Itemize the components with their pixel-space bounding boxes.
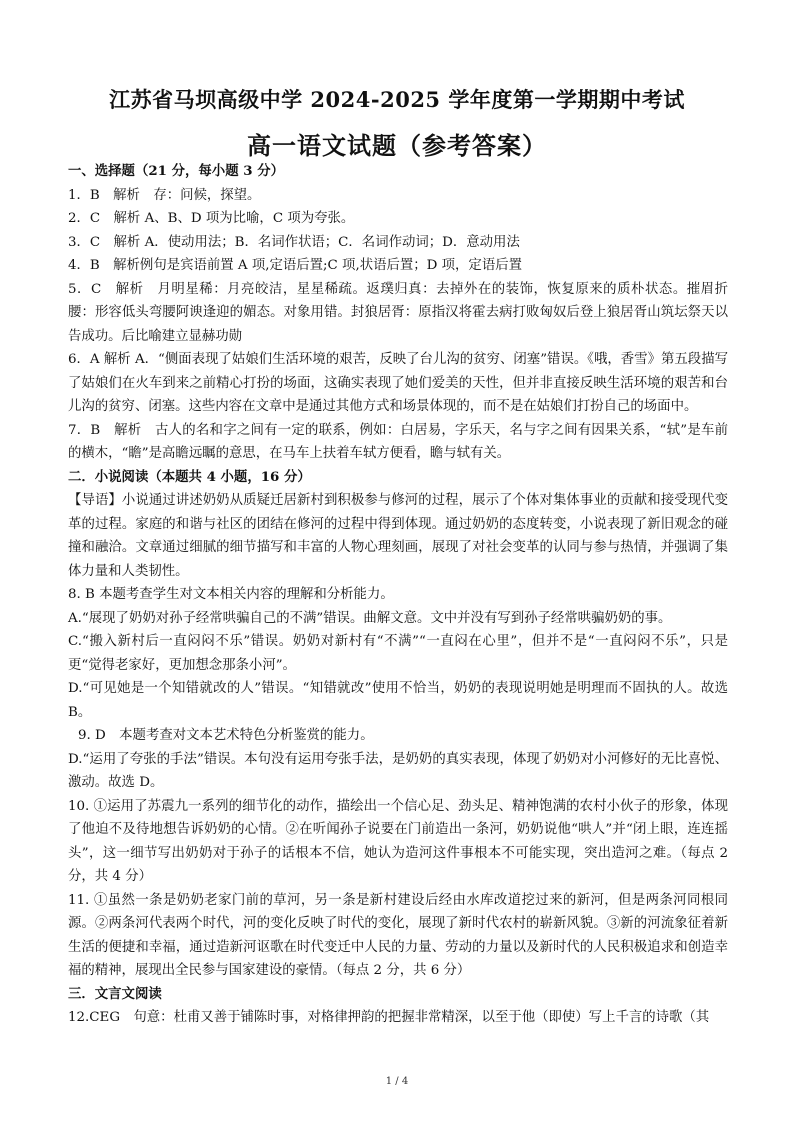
section-heading-classical: 三．文言文阅读: [68, 985, 162, 1002]
answer-q6: 6．A 解析 A．“侧面表现了姑娘们生活环境的艰苦，反映了台儿沟的贫穷、闭塞”错误。《哦，香雪》第五段描写了姑娘们在火车到来之前精心打扮的场面，这确实表现了她们爱美的天性，但并非直接反映生活环境的艰苦和台儿沟的贫穷、闭塞。这些内容在文章中是通过其他方式和场景体现的，而不是在姑娘们打扮自己的场面中。: [68, 352, 728, 414]
document-body: [68, 160, 728, 1030]
answer-q5: 5．C 解析 月明星稀：月亮皎洁，星星稀疏。返璞归真：去掉外在的装饰，恢复原来的质朴状态。摧眉折腰：形容低头弯腰阿谀逢迎的媚态。对象用错。封狼居胥：原指汉将霍去病打败匈奴后登上狼居胥山筑坛祭天以告成功。后比喻建立显赫功勋: [68, 281, 728, 344]
section-heading-novel: 二．小说阅读（本题共 4 小题，16 分）: [68, 468, 311, 485]
answer-q9: 9. D 本题考查对文本艺术特色分析鉴赏的能力。: [78, 728, 374, 743]
exam-title: 江苏省马坝高级中学 2024-2025 学年度第一学期期中考试: [109, 87, 685, 112]
answer-q2: 2．C 解析 A、B、D 项为比喻，C 项为夸张。: [68, 211, 355, 226]
novel-intro: 【导语】小说通过讲述奶奶从质疑迁居新村到积极参与修河的过程，展示了个体对集体事业的贡献和接受现代变革的过程。家庭的和谐与社区的团结在修河的过程中得到体现。通过奶奶的态度转变，小说表现了新旧观念的碰撞和融洽。文章通过细腻的细节描写和丰富的人物心理刻画，展现了对社会变革的认同与参与热情，并强调了集体力量和人类韧性。: [68, 493, 728, 579]
page-number: 1 / 4: [385, 1076, 409, 1087]
answer-q10: 10. ①运用了苏震九一系列的细节化的动作，描绘出一个信心足、劲头足、精神饱满的农村小伙子的形象，体现了他迫不及待地想告诉奶奶的心情。②在听闻孙子说要在门前造出一条河，奶奶说他“哄人”并“闭上眼，连连摇头”，这一细节写出奶奶对于孙子的话根本不信，她认为造河这件事根本不可能实现，突出造河之难。（每点 2 分，共 4 分）: [68, 798, 728, 884]
answer-q8-option-c: C.“搬入新村后一直闷闷不乐”错误。奶奶对新村有“不满”“一直闷在心里”，但并不是“一直闷闷不乐”，只是更“觉得老家好，更加想念那条小河”。: [68, 634, 728, 673]
answer-q9-option-d: D.“运用了夸张的手法”错误。本句没有运用夸张手法，是奶奶的真实表现，体现了奶奶对小河修好的无比喜悦、激动。故选 D。: [68, 751, 728, 790]
answer-q12: 12.CEG 句意：杜甫又善于铺陈时事，对格律押韵的把握非常精深，以至于他（即使）写上千言的诗歌（其: [68, 1010, 710, 1025]
answer-q7: 7．B 解析 古人的名和字之间有一定的联系，例如：白居易，字乐天，名与字之间有因果关系，“轼”是车前的横木，“瞻”是高瞻远瞩的意思，在马车上扶着车轼方便看，瞻与轼有关。: [68, 422, 728, 461]
answer-q8-option-d: D.“可见她是一个知错就改的人”错误。“知错就改”使用不恰当，奶奶的表现说明她是明理而不固执的人。故选 B。: [68, 681, 728, 720]
answer-q1: 1．B 解析 存：问候，探望。: [68, 187, 261, 203]
answer-q4: 4．B 解析例句是宾语前置 A 项,定语后置;C 项,状语后置；D 项，定语后置: [68, 258, 522, 273]
answer-q8: 8. B 本题考查学生对文本相关内容的理解和分析能力。: [68, 587, 394, 602]
section-heading-choice: 一、选择题（21 分，每小题 3 分）: [68, 163, 285, 179]
answer-q8-option-a: A.“展现了奶奶对孙子经常哄骗自己的不满”错误。曲解文意。文中并没有写到孙子经常哄骗奶奶的事。: [68, 610, 672, 626]
answer-q11: 11. ①虽然一条是奶奶老家门前的草河，另一条是新村建设后经由水库改道挖过来的新河，但是两条河同根同源。②两条河代表两个时代，河的变化反映了时代的变化，展现了新时代农村的崭新风貌。③新的河流象征着新生活的便捷和幸福，通过造新河讴歌在时代变迁中人民的力量、劳动的力量以及新时代的人民积极追求和创造幸福的精神，展现出全民参与国家建设的豪情。（每点 2 分，共 6 分）: [68, 892, 728, 978]
answer-key-title: 高一语文试题（参考答案）: [247, 131, 547, 160]
answer-q3: 3．C 解析 A．使动用法；B．名词作状语；C．名词作动词；D．意动用法: [68, 234, 520, 250]
